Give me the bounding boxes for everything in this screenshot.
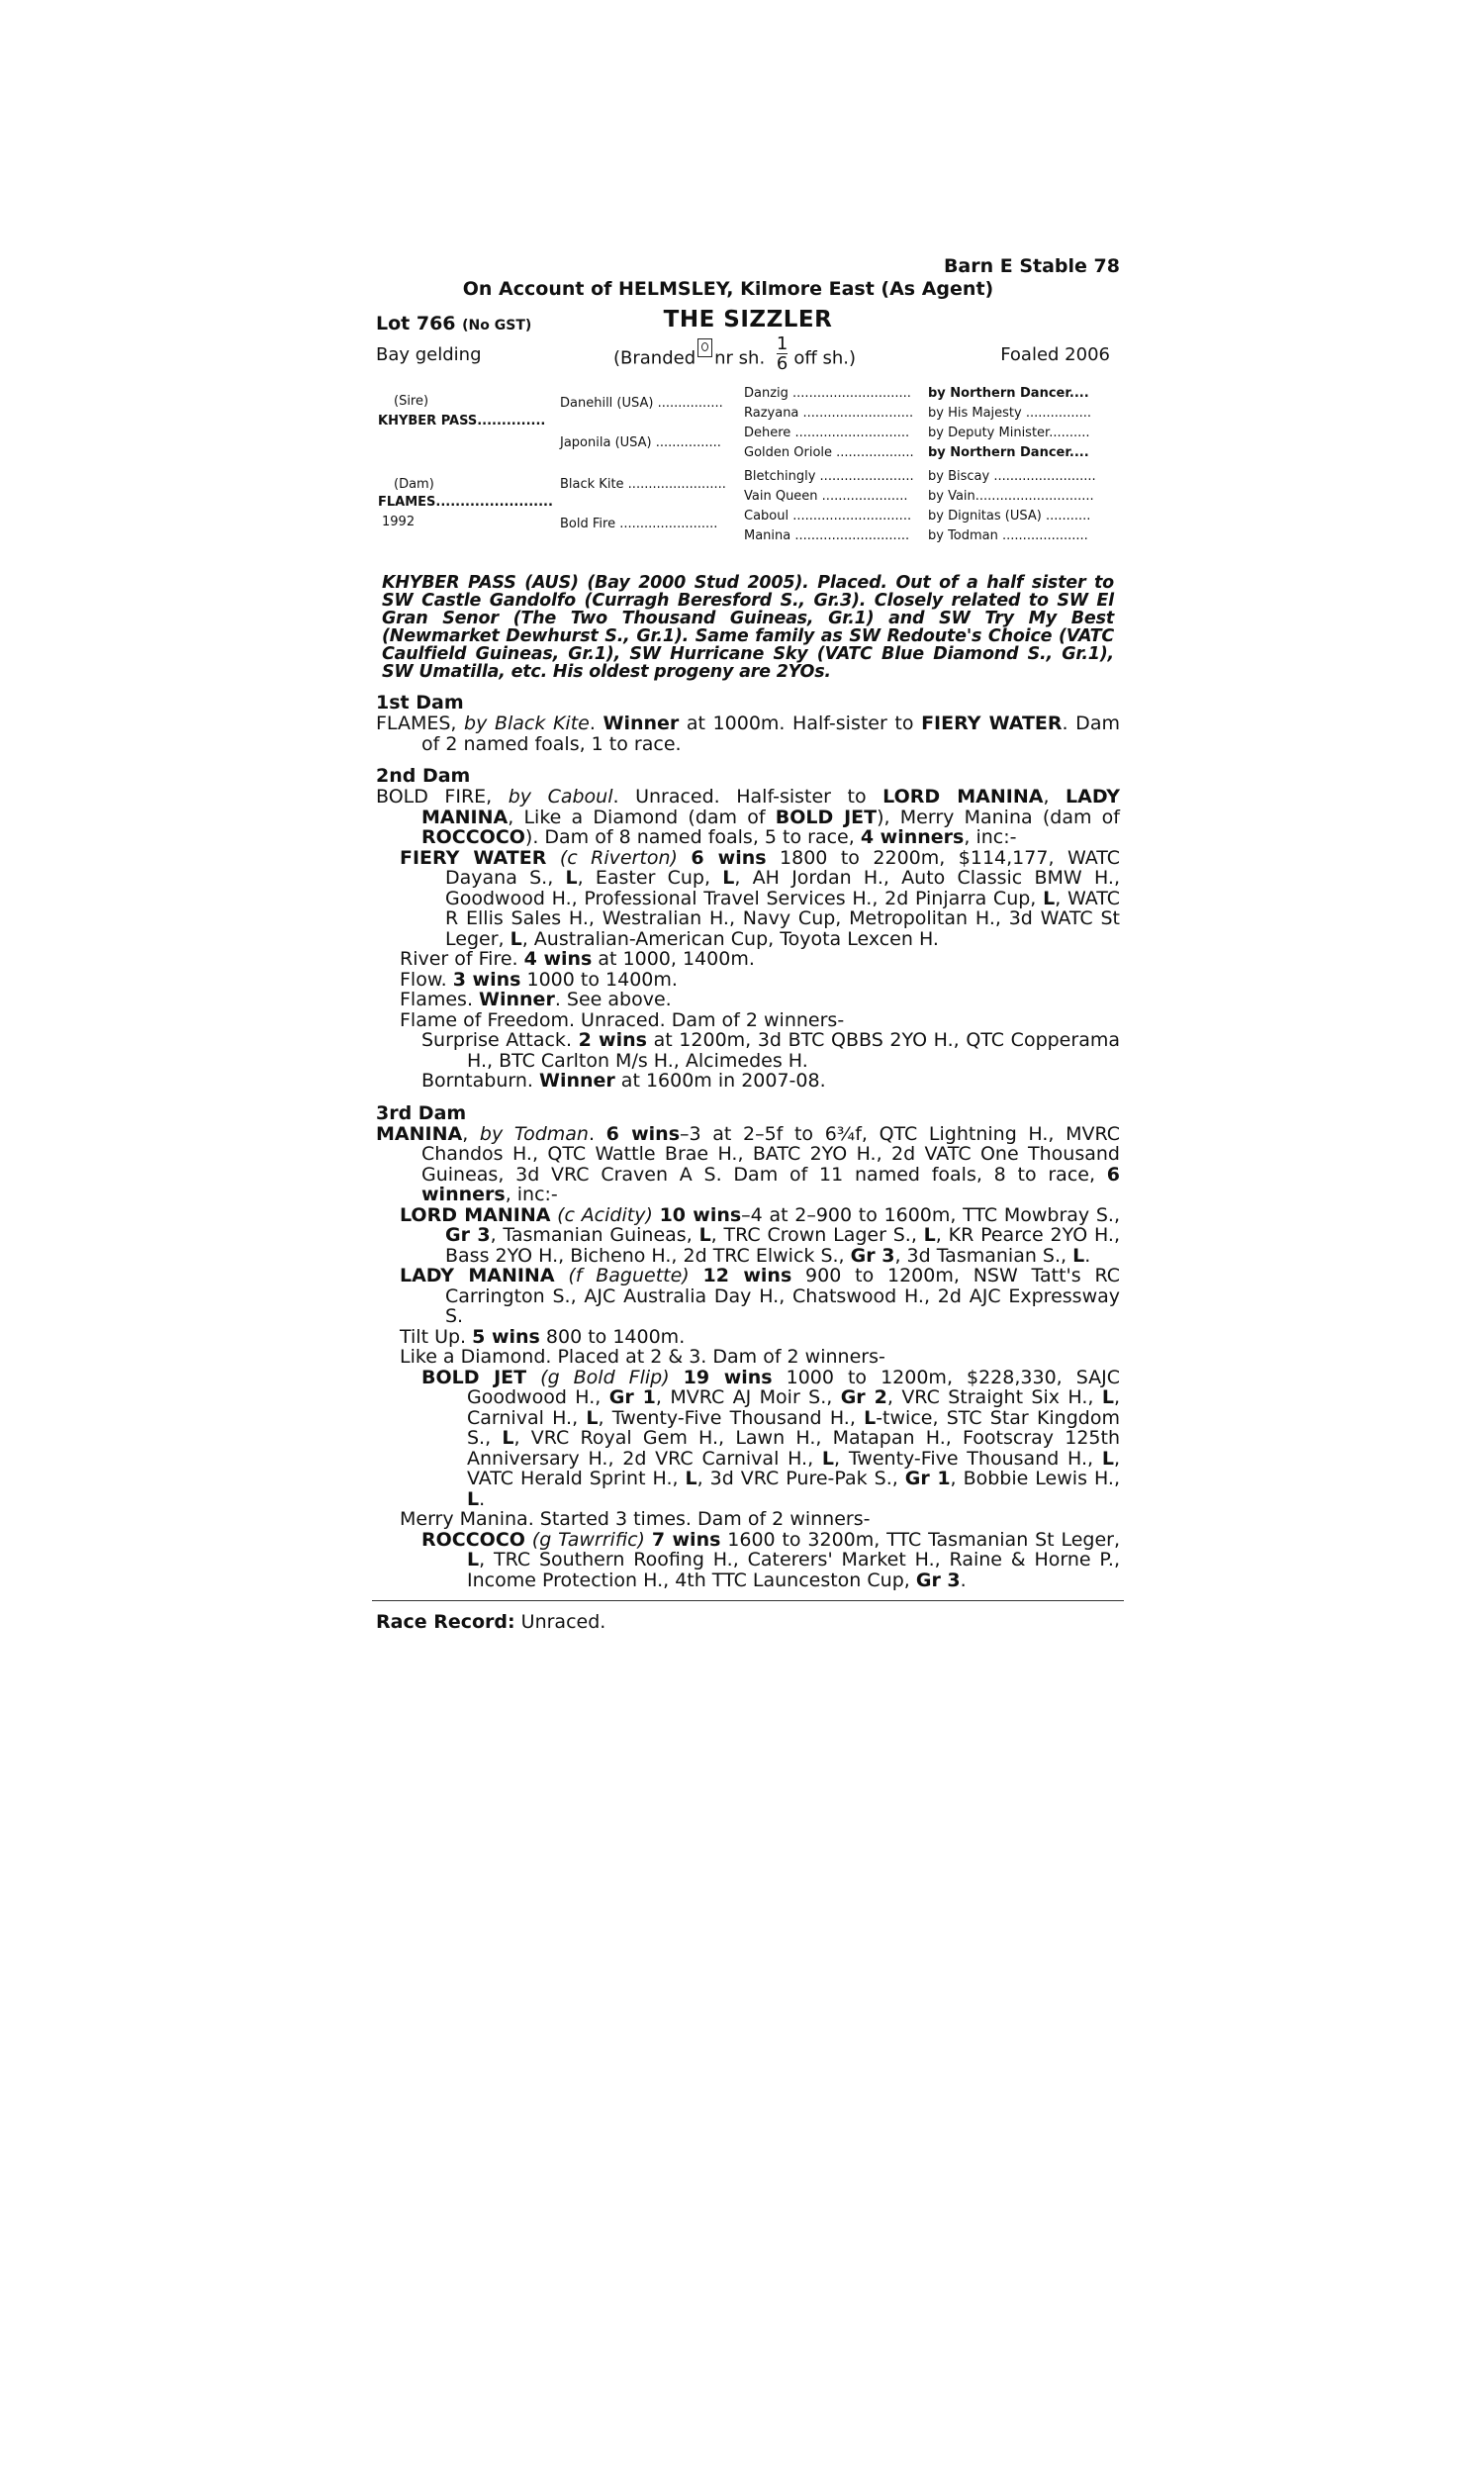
pedigree-table xyxy=(376,386,1120,562)
pedigree-g2-6: Caboul ............................. xyxy=(744,509,912,523)
catalogue-page xyxy=(376,255,1120,1633)
pedigree-g1-1: Japonila (USA) ................ xyxy=(560,435,721,450)
third-dam-heading: 3rd Dam xyxy=(376,1101,467,1124)
progeny-tilt-up: Tilt Up. 5 wins 800 to 1400m. xyxy=(400,1325,686,1348)
vendor-account: On Account of HELMSLEY, Kilmore East (As Agent) xyxy=(462,278,994,300)
brand-mark-icon xyxy=(697,338,712,357)
sex-colour: Bay gelding xyxy=(376,344,482,365)
progeny-bold-jet: BOLD JET (g Bold Flip) 19 wins 1000 to 1200m, $228,330, SAJC Goodwood H., Gr 1, MVRC AJ Moir S., Gr 2, VRC Straight Six H., L, Carnival H., L, Twenty-Five Thousand H., L-twice, STC Star Kingdom S., L, VRC Royal Gem H., Lawn H., Matapan H., Footscray 125th Anniversary H., 2d VRC Carnival H., L, Twenty-Five Thousand H., L, VATC Herald Sprint H., L, 3d VRC Pure-Pak S., Gr 1, Bobbie Lewis H., L. xyxy=(421,1366,1121,1510)
progeny-lord-manina: LORD MANINA (c Acidity) 10 wins–4 at 2–900 to 1600m, TTC Mowbray S., Gr 3, Tasmanian Guineas, L, TRC Crown Lager S., L, KR Pearce 2YO H., Bass 2YO H., Bicheno H., 2d TRC Elwick S., Gr 3, 3d Tasmanian S., L. xyxy=(400,1203,1120,1267)
pedigree-g2-2: Dehere ............................ xyxy=(744,426,910,440)
progeny-flames: Flames. Winner. See above. xyxy=(400,989,672,1010)
sire-name: KHYBER PASS.............. xyxy=(378,414,546,428)
progeny-flow: Flow. 3 wins 1000 to 1400m. xyxy=(400,968,678,991)
first-dam-heading: 1st Dam xyxy=(376,692,464,714)
pedigree-g1-0: Danehill (USA) ................ xyxy=(560,396,723,411)
pedigree-g1-2: Black Kite ........................ xyxy=(560,477,726,492)
lot-row xyxy=(376,307,1120,340)
progeny-borntaburn: Borntaburn. Winner at 1600m in 2007-08. xyxy=(421,1070,826,1092)
progeny-flame-of-freedom: Flame of Freedom. Unraced. Dam of 2 winners- xyxy=(400,1008,845,1031)
divider xyxy=(372,1600,1124,1601)
pedigree-g2-4: Bletchingly ....................... xyxy=(744,469,914,484)
brand-info: (Branded nr sh. $\frac{1}{6}$ off sh.) xyxy=(613,333,857,374)
pedigree-g3-5: by Vain............................. xyxy=(928,489,1094,504)
dam-name: FLAMES........................ xyxy=(378,495,553,510)
lot-number: Lot 766 (No GST) xyxy=(376,313,532,334)
gst-note: (No GST) xyxy=(462,318,532,333)
pedigree-g2-0: Danzig ............................. xyxy=(744,386,911,401)
third-dam-entry: MANINA, by Todman. 6 wins–3 at 2–5f to 6¾f, QTC Lightning H., MVRC Chandos H., QTC Wattle Brae H., BATC 2YO H., 2d VATC One Thousand Guineas, 3d VRC Craven A S. Dam of 11 named foals, 8 to race, 6 winners, inc:- xyxy=(376,1122,1120,1205)
foaled-year: Foaled 2006 xyxy=(1000,344,1110,365)
progeny-lady-manina: LADY MANINA (f Baguette) 12 wins 900 to 1200m, NSW Tatt's RC Carrington S., AJC Australia Day H., Chatswood H., 2d AJC Expressway S. xyxy=(400,1265,1120,1327)
barn-stable: Barn E Stable 78 xyxy=(943,255,1120,277)
progeny-like-a-diamond: Like a Diamond. Placed at 2 & 3. Dam of 2 winners- xyxy=(400,1346,885,1368)
pedigree-g3-4: by Biscay ......................... xyxy=(928,469,1096,484)
pedigree-g3-6: by Dignitas (USA) ........... xyxy=(928,509,1091,523)
pedigree-g1-3: Bold Fire ........................ xyxy=(560,517,718,531)
dam-label: (Dam) xyxy=(394,477,434,492)
pedigree-g2-7: Manina ............................ xyxy=(744,528,910,543)
sire-notes: KHYBER PASS (AUS) (Bay 2000 Stud 2005). Placed. Out of a half sister to SW Castle Gandolfo (Curragh Beresford S., Gr.3). Closely related to SW El Gran Senor (The Two Thousand Guineas, Gr.1) and SW Try My Best (Newmarket Dewhurst S., Gr.1). Same family as SW Redoute's Choice (VATC Caulfield Guineas, Gr.1), SW Hurricane Sky (VATC Blue Diamond S., Gr.1), SW Umatilla, etc. His oldest progeny are 2YOs. xyxy=(382,573,1114,682)
first-dam-entry: FLAMES, by Black Kite. Winner at 1000m. Half-sister to FIERY WATER. Dam of 2 named foals, 1 to race. xyxy=(376,713,1120,755)
pedigree-g2-3: Golden Oriole ................... xyxy=(744,445,914,460)
pedigree-g2-5: Vain Queen ..................... xyxy=(744,489,908,504)
horse-name: THE SIZZLER xyxy=(663,307,833,333)
pedigree-g3-2: by Deputy Minister.......... xyxy=(928,426,1090,440)
pedigree-g3-7: by Todman ..................... xyxy=(928,528,1088,543)
horse-details xyxy=(376,333,1120,382)
dam-year: 1992 xyxy=(382,515,416,529)
progeny-surprise-attack: Surprise Attack. 2 wins at 1200m, 3d BTC QBBS 2YO H., QTC Copperama H., BTC Carlton M/s H., Alcimedes H. xyxy=(421,1029,1120,1072)
race-record: Race Record: Unraced. xyxy=(376,1611,606,1633)
progeny-fiery-water: FIERY WATER (c Riverton) 6 wins 1800 to 2200m, $114,177, WATC Dayana S., L, Easter Cup, L, AH Jordan H., Auto Classic BMW H., Goodwood H., Professional Travel Services H., 2d Pinjarra Cup, L, WATC R Ellis Sales H., Westralian H., Navy Cup, Metropolitan H., 3d WATC St Leger, L, Australian-American Cup, Toyota Lexcen H. xyxy=(400,846,1120,950)
pedigree-g3-0: by Northern Dancer.... xyxy=(928,386,1089,401)
progeny-merry-manina: Merry Manina. Started 3 times. Dam of 2 winners- xyxy=(400,1508,871,1530)
sire-label: (Sire) xyxy=(394,394,429,409)
pedigree-g3-1: by His Majesty ................ xyxy=(928,406,1091,421)
progeny-roccoco: ROCCOCO (g Tawrrific) 7 wins 1600 to 3200m, TTC Tasmanian St Leger, L, TRC Southern Roofing H., Caterers' Market H., Raine & Horne P., Income Protection H., 4th TTC Launceston Cup, Gr 3. xyxy=(421,1528,1121,1591)
brand-fraction: $\frac{1}{6}$ xyxy=(776,333,788,374)
second-dam-entry: BOLD FIRE, by Caboul. Unraced. Half-sister to LORD MANINA, LADY MANINA, Like a Diamond (dam of BOLD JET), Merry Manina (dam of ROCCOCO). Dam of 8 named foals, 5 to race, 4 winners, inc:- xyxy=(376,786,1120,848)
second-dam-heading: 2nd Dam xyxy=(376,765,471,787)
pedigree-g2-1: Razyana ........................... xyxy=(744,406,914,421)
progeny-river-of-fire: River of Fire. 4 wins at 1000, 1400m. xyxy=(400,948,755,970)
pedigree-g3-3: by Northern Dancer.... xyxy=(928,445,1089,460)
